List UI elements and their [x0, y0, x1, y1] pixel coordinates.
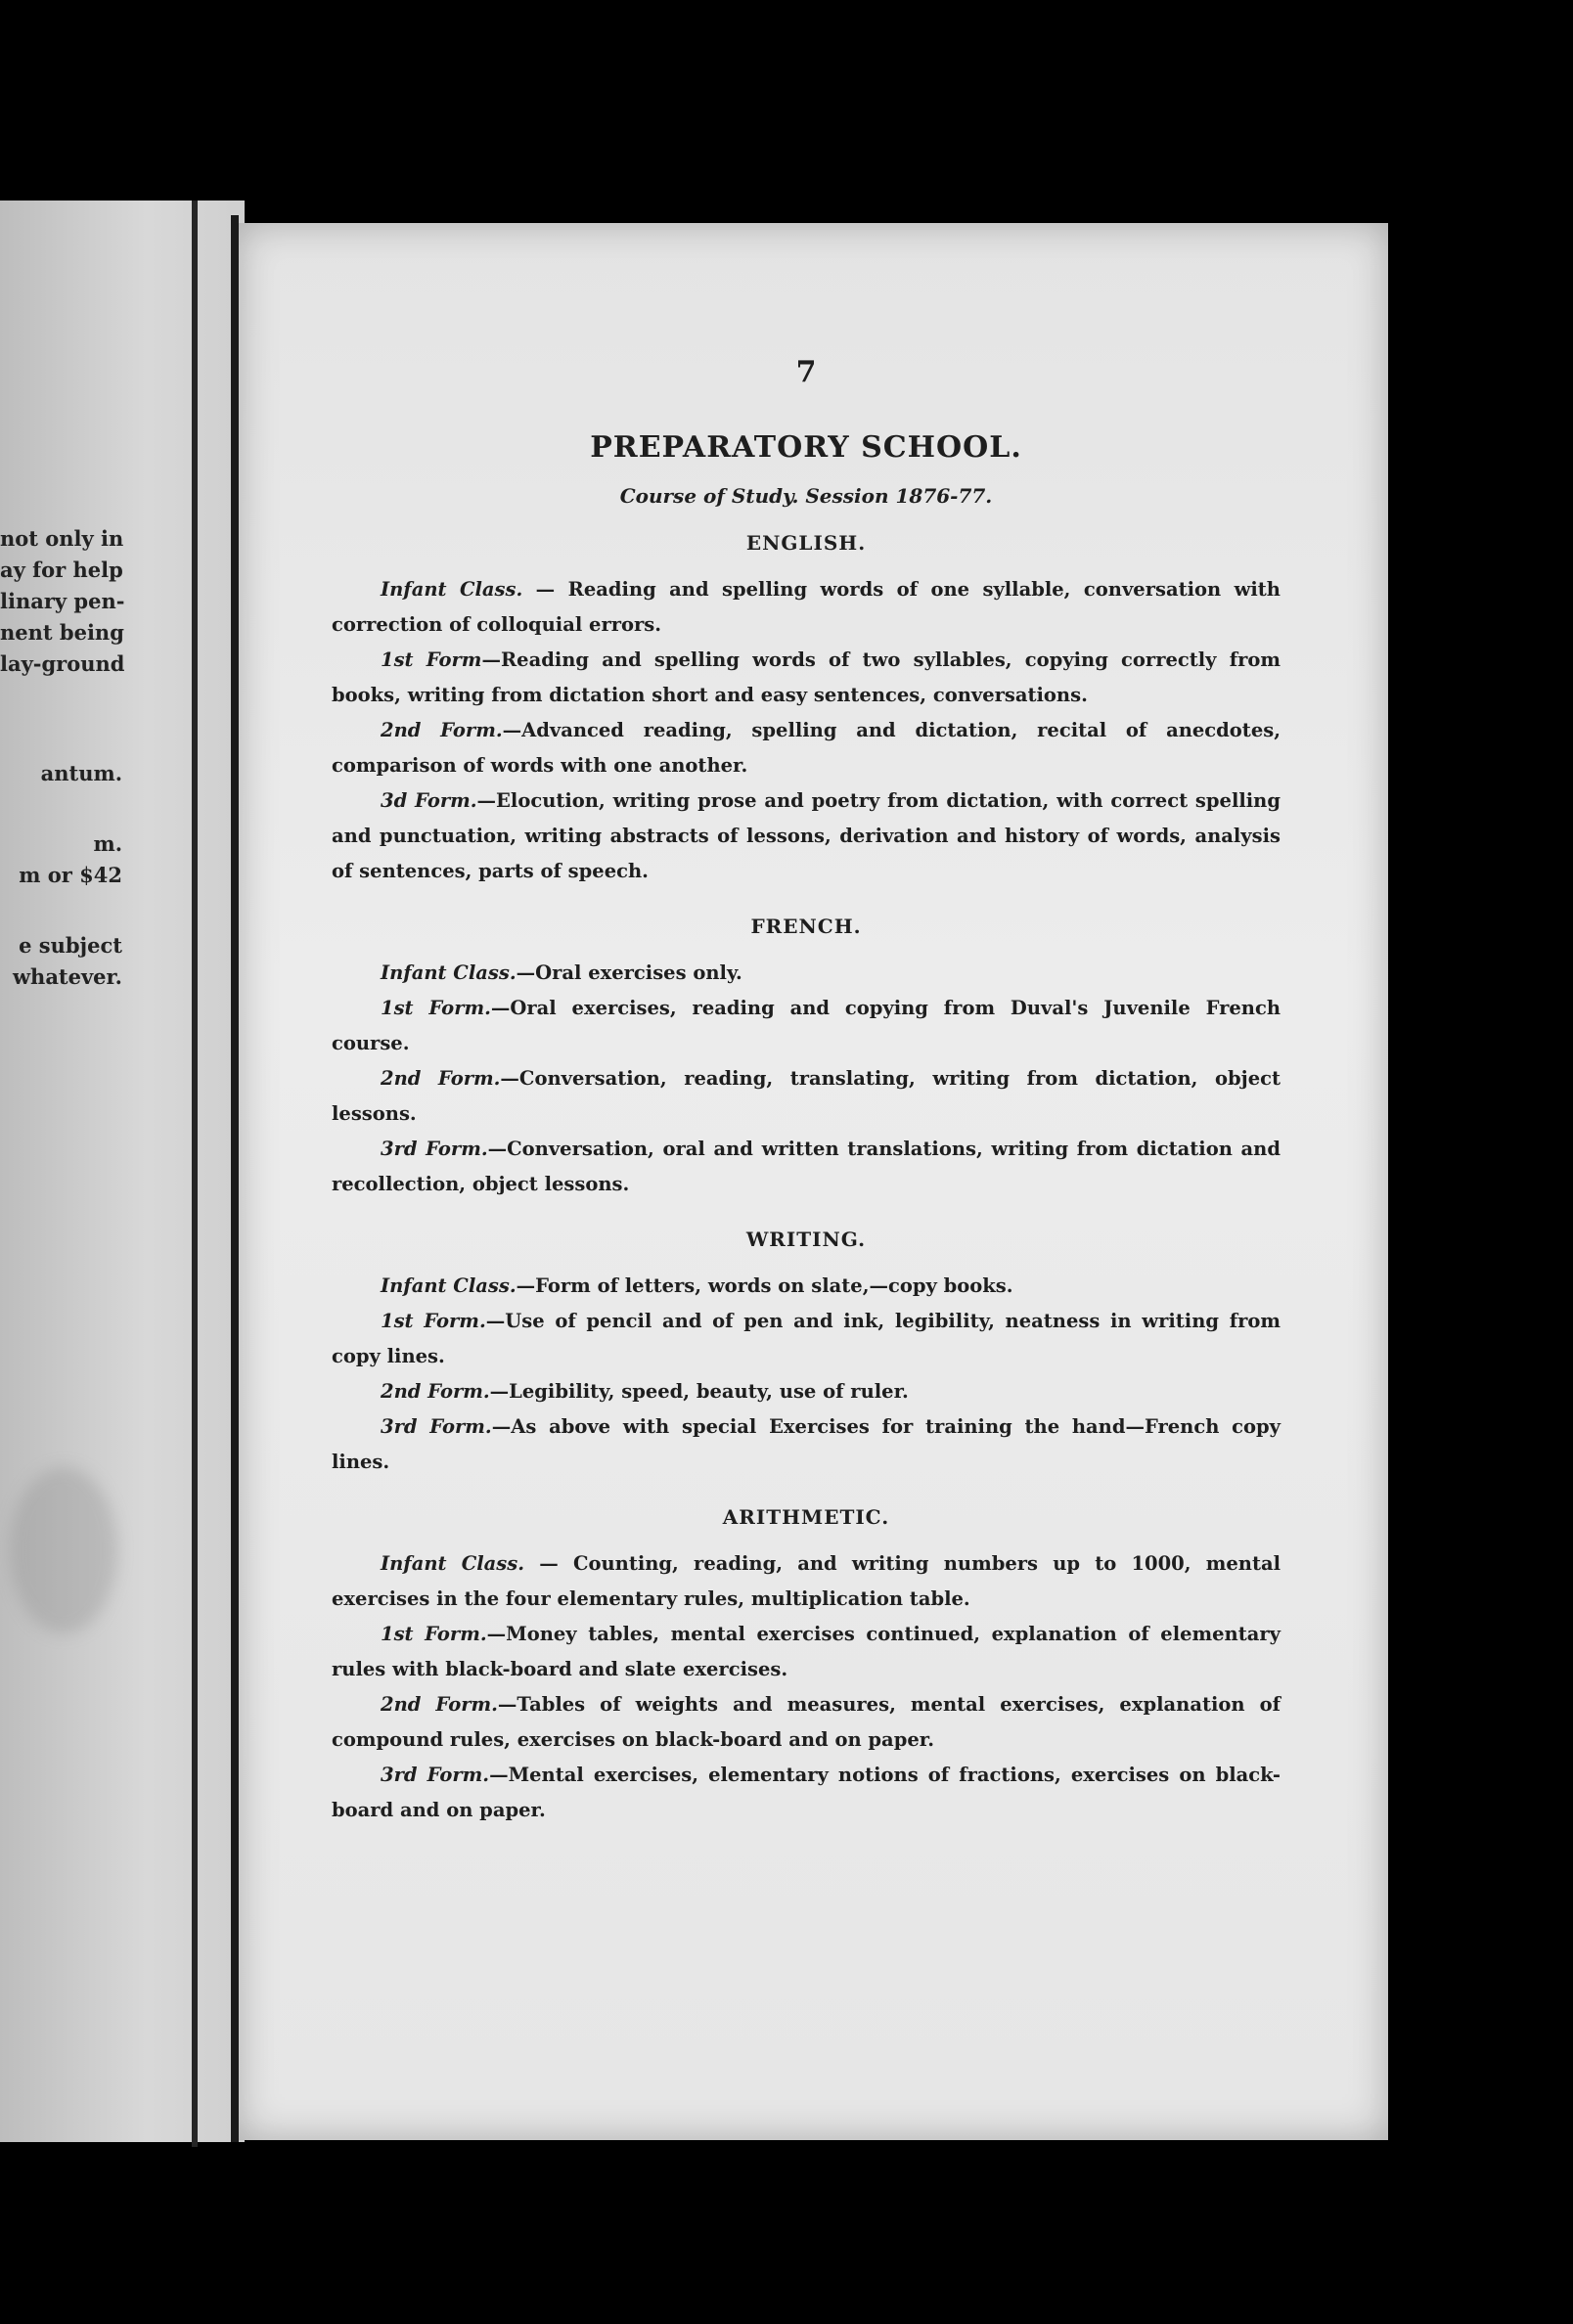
entry-text: —Oral exercises, reading and copying from Duval's Juvenile French course. [332, 997, 1281, 1054]
form-label: 2nd Form. [381, 1067, 501, 1090]
page-subtitle: Course of Study. Session 1876-77. [619, 484, 993, 508]
section-french [332, 915, 1281, 1202]
form-label: 3rd Form. [381, 1415, 492, 1438]
form-label: 1st Form. [381, 1310, 486, 1332]
form-label: 2nd Form. [381, 1693, 498, 1716]
section-english [332, 531, 1281, 889]
course-entry [332, 1687, 1281, 1758]
entry-text: —Money tables, mental exercises continued, explanation of elementary rules with black-board and slate exercises. [332, 1623, 1281, 1680]
section-writing [332, 1228, 1281, 1480]
entry-text: —Legibility, speed, beauty, use of ruler. [489, 1380, 909, 1403]
course-entry [332, 1061, 1281, 1132]
left-page-fragment [0, 201, 245, 2142]
left-fragment: not only in [0, 526, 124, 551]
course-entry [332, 783, 1281, 889]
entry-text: —Conversation, oral and written translations, writing from dictation and recollection, object lessons. [332, 1138, 1281, 1195]
left-fragment: e subject [19, 933, 122, 958]
left-fragment: antum. [40, 761, 122, 785]
form-label: 1st Form. [381, 1623, 487, 1645]
left-fragment: lay-ground [0, 651, 125, 676]
section-heading: ENGLISH. [745, 531, 867, 555]
form-label: 3rd Form. [381, 1764, 490, 1786]
form-label: 3rd Form. [381, 1138, 488, 1160]
entry-text: —Tables of weights and measures, mental exercises, explanation of compound rules, exercises on black-board and on paper. [332, 1693, 1281, 1751]
page-gutter [192, 201, 198, 2147]
entry-text: —Use of pencil and of pen and ink, legibility, neatness in writing from copy lines. [332, 1310, 1281, 1367]
left-fragment: m. [93, 831, 122, 856]
entry-text: —Mental exercises, elementary notions of fractions, exercises on black-board and on paper. [332, 1764, 1281, 1821]
page-gutter [231, 215, 239, 2142]
course-entry [332, 956, 1281, 991]
entry-text: —Elocution, writing prose and poetry from dictation, with correct spelling and punctuation, writing abstracts of lessons, derivation and history of words, analysis of sentences, parts of speech. [332, 789, 1281, 882]
course-entry [332, 1304, 1281, 1374]
form-label: Infant Class. [381, 961, 517, 984]
course-entry [332, 1758, 1281, 1828]
left-fragment: linary pen- [0, 589, 125, 613]
section-heading: ARITHMETIC. [722, 1505, 890, 1529]
section-heading: WRITING. [745, 1228, 867, 1251]
left-fragment: ay for help [0, 558, 123, 582]
course-entry [332, 713, 1281, 783]
entry-text: — Reading and spelling words of one syllable, conversation with correction of colloquial errors. [332, 578, 1281, 636]
form-label: 2nd Form. [381, 1380, 490, 1403]
entry-text: —Oral exercises only. [516, 961, 742, 984]
course-entry [332, 1374, 1281, 1409]
course-entry [332, 643, 1281, 713]
left-page-text [0, 523, 125, 993]
document-page [239, 223, 1388, 2140]
form-label: 2nd Form. [381, 719, 503, 741]
entry-text: — Counting, reading, and writing numbers up to 1000, mental exercises in the four elementary rules, multiplication table. [332, 1552, 1281, 1610]
course-entry [332, 1409, 1281, 1480]
entry-text: —Conversation, reading, translating, writing from dictation, object lessons. [332, 1067, 1281, 1125]
form-label: Infant Class. [381, 1552, 525, 1575]
entry-text: —As above with special Exercises for training the hand—French copy lines. [332, 1415, 1281, 1473]
page-number: 7 [795, 355, 817, 389]
left-fragment: whatever. [12, 964, 122, 989]
stain-mark [10, 1467, 117, 1633]
form-label: 1st Form. [381, 997, 491, 1019]
left-fragment: m or $42 [19, 863, 122, 887]
course-entry [332, 1269, 1281, 1304]
course-entry [332, 572, 1281, 643]
course-entry [332, 1617, 1281, 1687]
section-heading: FRENCH. [750, 915, 862, 938]
left-fragment: nent being [0, 620, 124, 645]
course-entry [332, 1132, 1281, 1202]
page-content [332, 355, 1281, 1854]
form-label: Infant Class. [381, 1274, 517, 1297]
course-entry [332, 991, 1281, 1061]
entry-text: —Reading and spelling words of two syllables, copying correctly from books, writing from dictation short and easy sentences, conversations. [332, 648, 1281, 706]
section-arithmetic [332, 1505, 1281, 1828]
form-label: 3d Form. [381, 789, 477, 812]
form-label: Infant Class. [381, 578, 523, 601]
entry-text: —Advanced reading, spelling and dictation, recital of anecdotes, comparison of words with one another. [332, 719, 1281, 777]
page-title: PREPARATORY SCHOOL. [590, 430, 1022, 465]
entry-text: —Form of letters, words on slate,—copy books. [516, 1274, 1013, 1297]
course-entry [332, 1546, 1281, 1617]
form-label: 1st Form [381, 648, 482, 671]
